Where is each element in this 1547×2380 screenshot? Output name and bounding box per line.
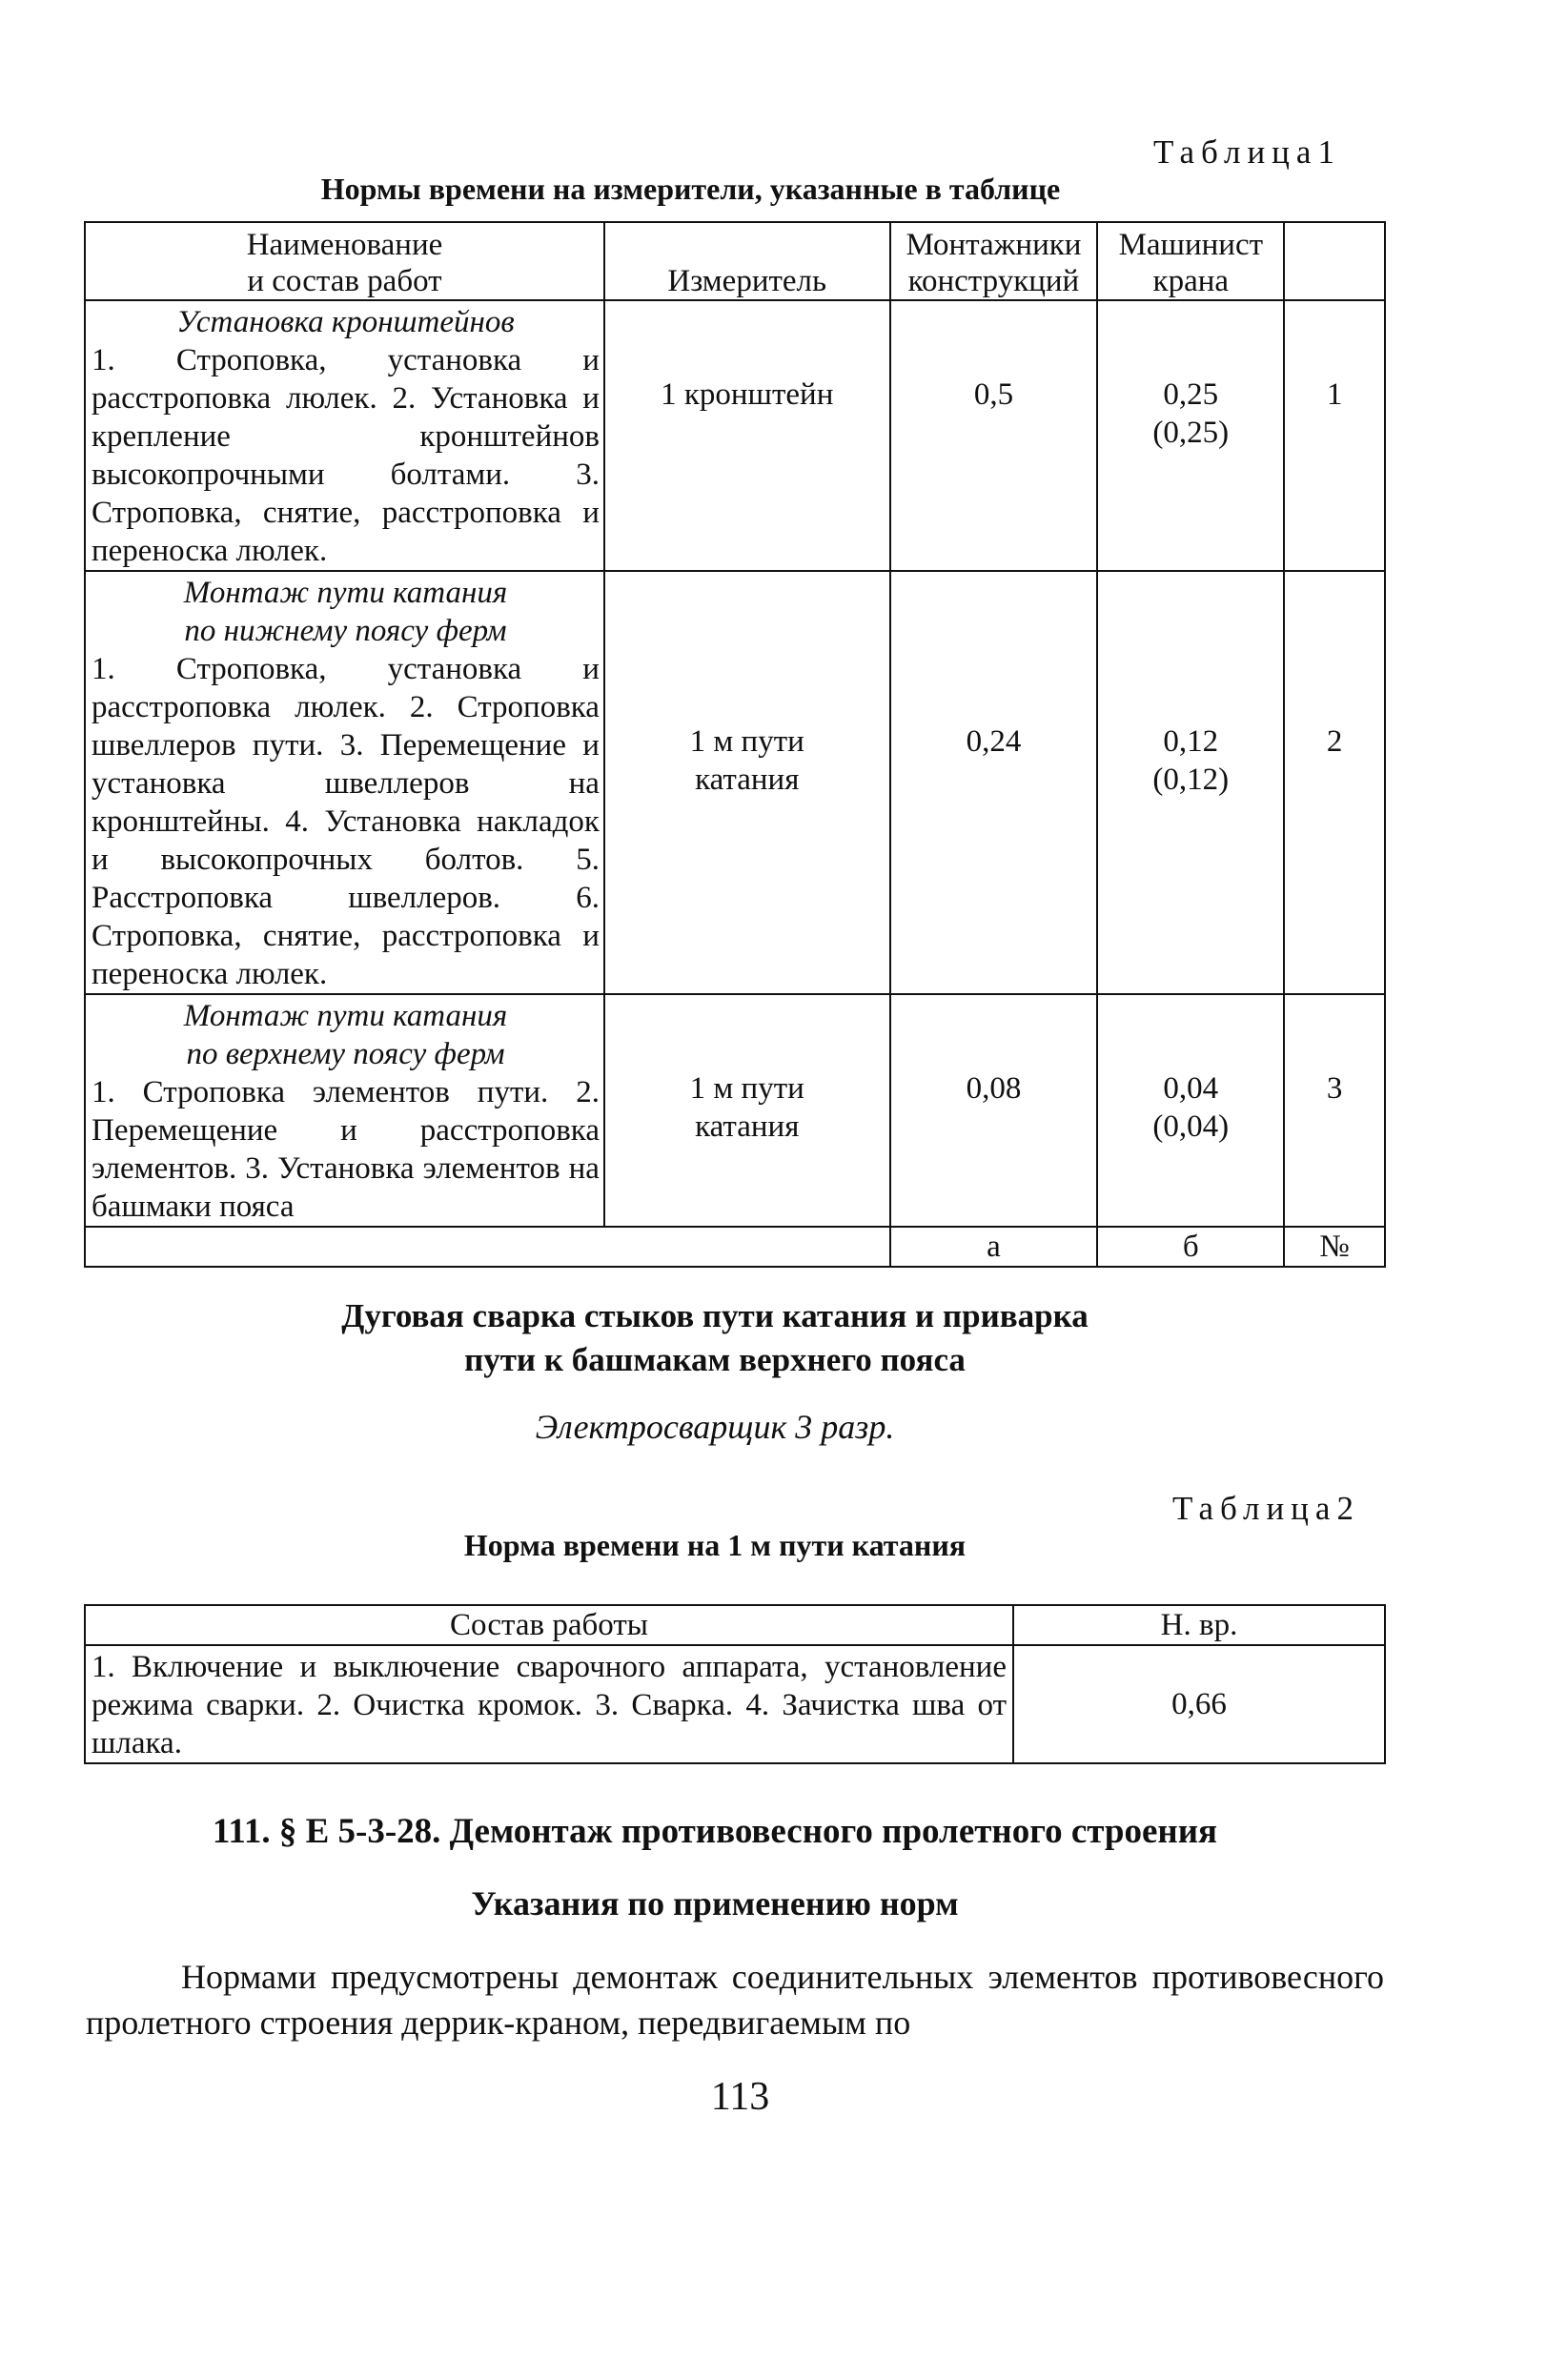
footer-num: № (1284, 1227, 1385, 1267)
table2-label: Таблица2 (1172, 1490, 1360, 1527)
table-row (85, 300, 1385, 571)
unit-cell: 1 м пути катания (604, 571, 890, 994)
work-description (85, 994, 604, 1227)
fitters-value: 0,08 (890, 994, 1098, 1227)
section-title: Монтаж пути катания (183, 576, 508, 610)
work-text: 1. Включение и выключение сварочного аппарата, установление режима сварки. 2. Очистка кромок. 3. Сварка. 4. Зачистка шва от шлака. (85, 1645, 1013, 1763)
footer-a: а (890, 1227, 1098, 1267)
body-paragraph: Нормами предусмотрены демонтаж соединительных элементов противовесного пролетного строения деррик-краном, передвигаемым по (86, 1958, 1384, 2042)
weld-norm-table (84, 1604, 1386, 1764)
work-text: 1. Строповка, установка и расстроповка люлек. 2. Строповка швеллеров пути. 3. Перемещение и установка швеллеров на кронштейны. 4. Установка накладок и высокопрочных болтов. 5. Расстроповка швеллеров. 6. Строповка, снятие, расстроповка и переноска люлек. (92, 652, 600, 991)
work-description (85, 571, 604, 994)
table-header-row (85, 1605, 1385, 1645)
row-number: 1 (1284, 300, 1385, 571)
sub-heading: Указания по применению норм (471, 1884, 959, 1922)
section-heading: 111. § Е 5-3-28. Демонтаж противовесного пролетного строения (212, 1812, 1218, 1851)
header-fitters: Монтажники конструкций (890, 222, 1098, 300)
footer-empty (85, 1227, 890, 1267)
table-footer-row (85, 1227, 1385, 1267)
table1-label: Таблица1 (1153, 133, 1341, 171)
work-text: 1. Строповка элементов пути. 2. Перемещение и расстроповка элементов. 3. Установка элементов на башмаки пояса (92, 1075, 600, 1224)
fitters-value: 0,24 (890, 571, 1098, 994)
header-empty (1284, 222, 1385, 300)
work-description (85, 300, 604, 571)
page-number: 113 (710, 2075, 770, 2119)
header-unit: Измеритель (604, 222, 890, 300)
section-title: Монтаж пути катания (183, 999, 508, 1033)
table-row (85, 994, 1385, 1227)
table-row (85, 571, 1385, 994)
row-number: 3 (1284, 994, 1385, 1227)
header-name: Наименование и состав работ (85, 222, 604, 300)
work-text: 1. Строповка, установка и расстроповка люлек. 2. Установка и крепление кронштейнов высокопрочными болтами. 3. Строповка, снятие, расстроповка и переноска люлек. (92, 343, 600, 568)
row-number: 2 (1284, 571, 1385, 994)
table-row (85, 1645, 1385, 1763)
norm-value: 0,66 (1013, 1645, 1385, 1763)
unit-cell: 1 кронштейн (604, 300, 890, 571)
table-header-row (85, 222, 1385, 300)
fitters-value: 0,5 (890, 300, 1098, 571)
table1-title: Нормы времени на измерители, указанные в таблице (320, 172, 1061, 206)
footer-b: б (1097, 1227, 1284, 1267)
norms-table (84, 221, 1386, 1268)
section-subtitle: по нижнему поясу ферм (184, 614, 507, 648)
table2-title: Норма времени на 1 м пути катания (463, 1528, 967, 1562)
unit-cell: 1 м пути катания (604, 994, 890, 1227)
weld-heading: Дуговая сварка стыков пути катания и приварка пути к башмакам верхнего пояса (341, 1297, 1089, 1378)
header-crane: Машинист крана (1097, 222, 1284, 300)
crane-value: 0,25 (0,25) (1097, 300, 1284, 571)
header-work: Состав работы (85, 1605, 1013, 1645)
header-norm: Н. вр. (1013, 1605, 1385, 1645)
section-subtitle: по верхнему поясу ферм (186, 1037, 505, 1071)
crane-value: 0,12 (0,12) (1097, 571, 1284, 994)
section-title: Установка кронштейнов (176, 305, 515, 339)
crane-value: 0,04 (0,04) (1097, 994, 1284, 1227)
worker-grade: Электросварщик 3 разр. (535, 1408, 895, 1446)
